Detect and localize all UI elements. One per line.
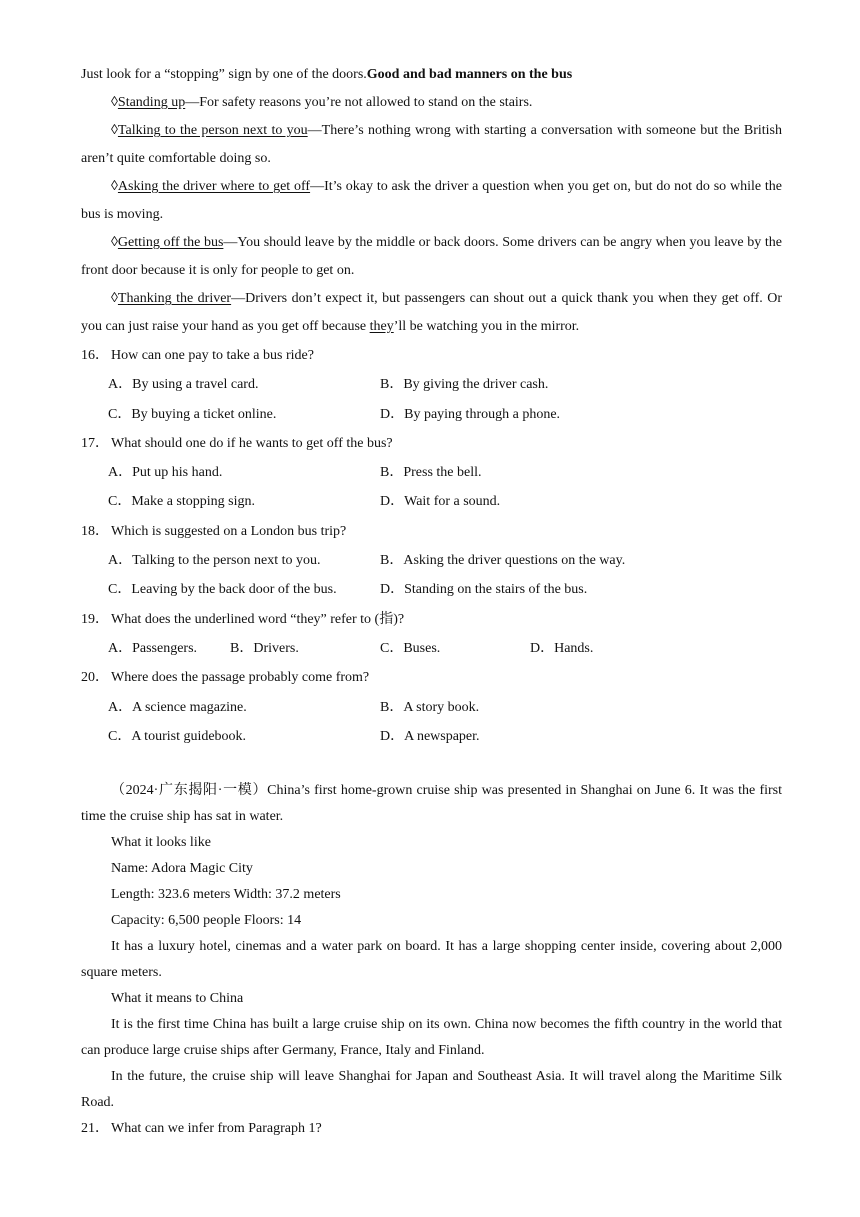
option-c[interactable]: C．Make a stopping sign. [108, 494, 255, 510]
option-c[interactable]: C．Leaving by the back door of the bus. [108, 582, 337, 598]
ship-facilities: It has a luxury hotel, cinemas and a water park on board. It has a large shopping center inside, covering about 2,000 square meters. [81, 939, 782, 981]
option-b[interactable]: B．Press the bell. [380, 465, 482, 481]
bullet-text-end: ’ll be watching you in the mirror. [393, 319, 580, 334]
option-a[interactable]: A．Put up his hand. [108, 465, 223, 481]
passage1-intro-line [81, 61, 782, 89]
options-row [81, 575, 782, 604]
diamond-bullet-icon: ◊ [111, 179, 118, 194]
passage1-intro: Just look for a “stopping” sign by one of the doors. [81, 67, 367, 82]
options-row [81, 400, 782, 429]
diamond-bullet-icon: ◊ [111, 235, 118, 250]
question-18 [81, 517, 782, 546]
passage2 [81, 778, 782, 1142]
option-d[interactable]: D．By paying through a phone. [380, 406, 561, 422]
options-row [81, 370, 782, 399]
question-21 [81, 1116, 782, 1142]
question-text: What does the underlined word “they” refer to (指)? [111, 611, 405, 627]
passage1-heading: Good and bad manners on the bus [366, 67, 573, 82]
options-row [81, 722, 782, 751]
bullet-text: —Drivers don’t expect it, but passengers can shout out a quick thank you when they get off. Or you can just raise your hand as you get off because [81, 291, 782, 334]
bullet-text: —You should leave by the middle or back doors. Some drivers can be angry when you leave by the front door because it is only for people to get on. [81, 235, 782, 278]
ship-size: Length: 323.6 meters Width: 37.2 meters [111, 887, 341, 903]
option-b[interactable]: B．By giving the driver cash. [380, 377, 549, 393]
question-text: Which is suggested on a London bus trip? [111, 523, 347, 539]
bullet-asking-driver [81, 173, 782, 229]
option-a[interactable]: A．Talking to the person next to you. [108, 553, 321, 569]
bullet-title: Asking the driver where to get off [117, 179, 311, 194]
bullet-text: —For safety reasons you’re not allowed to stand on the stairs. [185, 95, 533, 110]
bullet-talking [81, 117, 782, 173]
ship-name: Name: Adora Magic City [111, 861, 253, 877]
options-row [81, 487, 782, 516]
question-16 [81, 341, 782, 370]
question-number: 16． [81, 348, 109, 363]
passage2-source: （2024·广东揭阳·一模） [111, 783, 268, 799]
bullet-title: Standing up [117, 95, 186, 110]
option-c[interactable]: C．By buying a ticket online. [108, 406, 277, 422]
passage2-intro [81, 778, 782, 830]
option-a[interactable]: A．By using a travel card. [108, 377, 259, 393]
bullet-title: Talking to the person next to you [117, 123, 308, 138]
ship-capacity: Capacity: 6,500 people Floors: 14 [111, 913, 302, 929]
question-number: 19． [81, 611, 109, 627]
question-number: 17． [81, 435, 109, 451]
bullet-thanking [81, 285, 782, 341]
ship-future: In the future, the cruise ship will leave Shanghai for Japan and Southeast Asia. It will travel along the Maritime Silk Road. [81, 1069, 782, 1111]
option-c[interactable]: C．Buses. [380, 640, 441, 656]
question-17 [81, 429, 782, 458]
option-d[interactable]: D．A newspaper. [380, 728, 480, 744]
question-number: 21． [81, 1121, 109, 1137]
section-title-meaning: What it means to China [111, 991, 244, 1007]
option-b[interactable]: B．A story book. [380, 699, 480, 715]
bullet-text: —There’s nothing wrong with starting a conversation with someone but the British aren’t quite comfortable doing so. [81, 123, 782, 166]
bullet-getting-off [81, 229, 782, 285]
question-19 [81, 605, 782, 634]
bullet-title: Thanking the driver [117, 291, 232, 306]
question-number: 20． [81, 670, 109, 686]
section-title-looks: What it looks like [111, 835, 211, 851]
option-d[interactable]: D．Hands. [530, 640, 594, 656]
document-page [81, 61, 782, 1142]
bullet-text: —It’s okay to ask the driver a question when you get on, but do not do so while the bus is moving. [81, 179, 782, 222]
question-text: Where does the passage probably come from? [111, 670, 370, 686]
passage2-intro-text: China’s first home-grown cruise ship was presented in Shanghai on June 6. It was the first time the cruise ship has sat in water. [81, 783, 782, 825]
option-a[interactable]: A．Passengers. [108, 640, 198, 656]
option-b[interactable]: B．Drivers. [230, 640, 299, 656]
diamond-bullet-icon: ◊ [111, 123, 118, 138]
question-number: 18． [81, 523, 109, 539]
bullet-standing-up [81, 89, 782, 117]
question-text: What can we infer from Paragraph 1? [111, 1121, 322, 1137]
option-a[interactable]: A．A science magazine. [108, 699, 247, 715]
diamond-bullet-icon: ◊ [111, 95, 118, 110]
ship-meaning: It is the first time China has built a large cruise ship on its own. China now becomes the fifth country in the world that can produce large cruise ships after Germany, France, Italy and Finland. [81, 1017, 782, 1059]
underlined-word-they: they [369, 319, 394, 334]
options-row [81, 546, 782, 575]
bullet-title: Getting off the bus [117, 235, 224, 250]
option-d[interactable]: D．Wait for a sound. [380, 494, 501, 510]
options-row [81, 693, 782, 722]
option-c[interactable]: C．A tourist guidebook. [108, 728, 247, 744]
options-row [81, 634, 782, 663]
question-20 [81, 663, 782, 692]
options-row [81, 458, 782, 487]
option-d[interactable]: D．Standing on the stairs of the bus. [380, 582, 588, 598]
question-text: How can one pay to take a bus ride? [111, 348, 314, 363]
diamond-bullet-icon: ◊ [111, 291, 118, 306]
question-text: What should one do if he wants to get off the bus? [111, 435, 393, 451]
option-b[interactable]: B．Asking the driver questions on the way. [380, 553, 626, 569]
